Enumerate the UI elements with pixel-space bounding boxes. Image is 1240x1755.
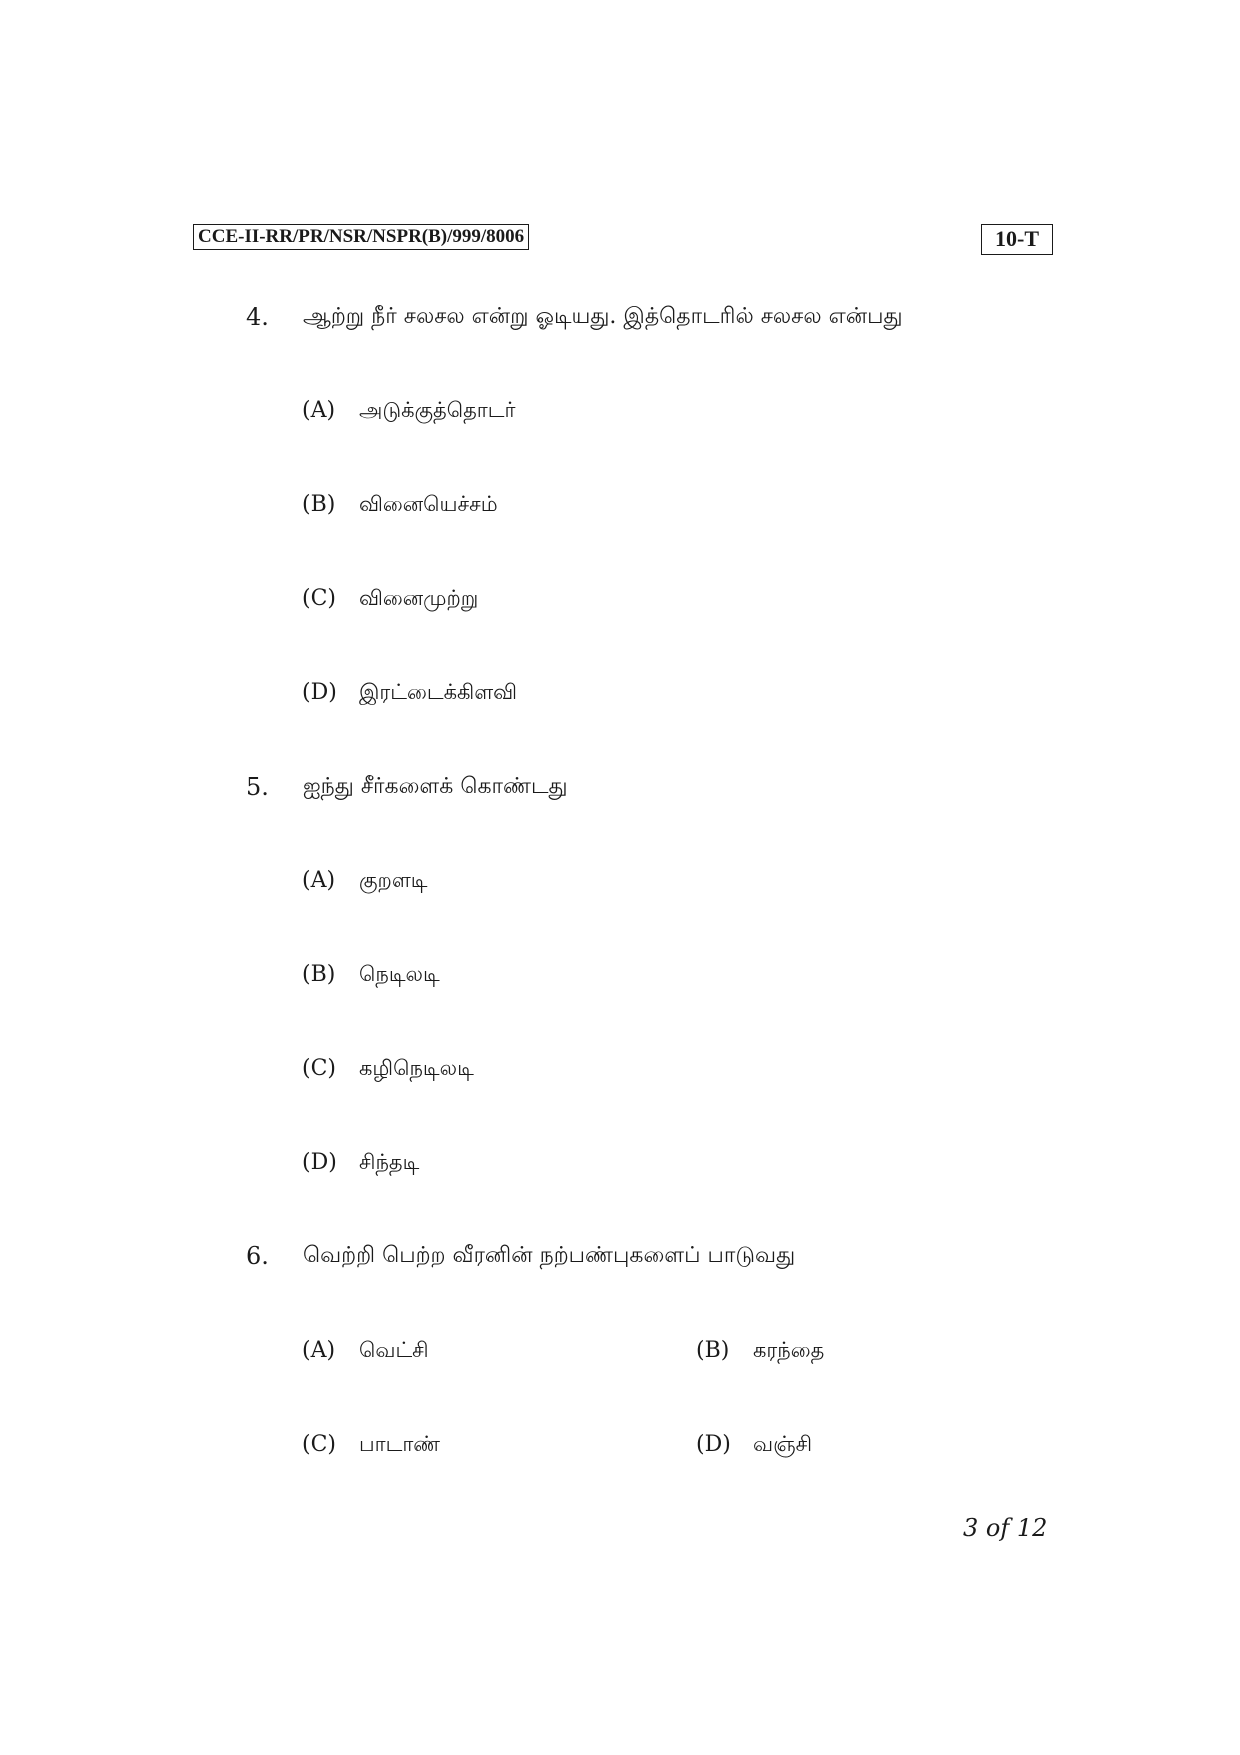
option [302,677,517,709]
option-label: (D) [302,680,337,705]
option [302,865,428,897]
question-text: ஐந்து சீர்களைக் கொண்டது [303,774,568,799]
option-label: (C) [302,1056,336,1081]
option-label: (B) [696,1338,730,1363]
option [302,1053,474,1085]
question-number: 5. [246,773,269,801]
option-label: (C) [302,1432,336,1457]
option-label: (A) [302,868,336,893]
option-label: (B) [302,492,336,517]
option [696,1429,812,1461]
option [302,395,515,427]
option-label: (A) [302,1338,336,1363]
option-label: (D) [302,1150,337,1175]
option-text: கழிநெடிலடி [359,1056,474,1080]
option-text: சிந்தடி [359,1150,420,1174]
option-text: கரந்தை [753,1338,825,1362]
option-text: வினைமுற்று [359,586,479,610]
question-number: 6. [246,1242,269,1270]
option-label: (B) [302,962,336,987]
page-number: 3 of 12 [963,1514,1048,1542]
option-text: இரட்டைக்கிளவி [359,680,518,704]
question-text: வெற்றி பெற்ற வீரனின் நற்பண்புகளைப் பாடுவது [303,1243,796,1268]
option-label: (C) [302,586,336,611]
question-set-code: 10-T [981,224,1053,255]
question-number: 4. [246,303,269,331]
exam-code: CCE-II-RR/PR/NSR/NSPR(B)/999/8006 [193,224,529,250]
option [302,959,440,991]
option [696,1335,824,1367]
option-text: நெடிலடி [359,962,440,986]
option-label: (A) [302,398,336,423]
option-text: வினையெச்சம் [359,492,498,516]
option [302,583,478,615]
option-text: பாடாண் [359,1432,441,1456]
option [302,1147,419,1179]
option [302,1429,440,1461]
option [302,489,498,521]
question-text: ஆற்று நீர் சலசல என்று ஓடியது. இத்தொடரில் சலசல என்பது [303,304,903,329]
option-text: குறளடி [359,868,428,892]
option-text: வஞ்சி [753,1432,813,1456]
option-text: வெட்சி [359,1338,429,1362]
option-text: அடுக்குத்தொடர் [359,398,516,422]
option-label: (D) [696,1432,731,1457]
option [302,1335,429,1367]
